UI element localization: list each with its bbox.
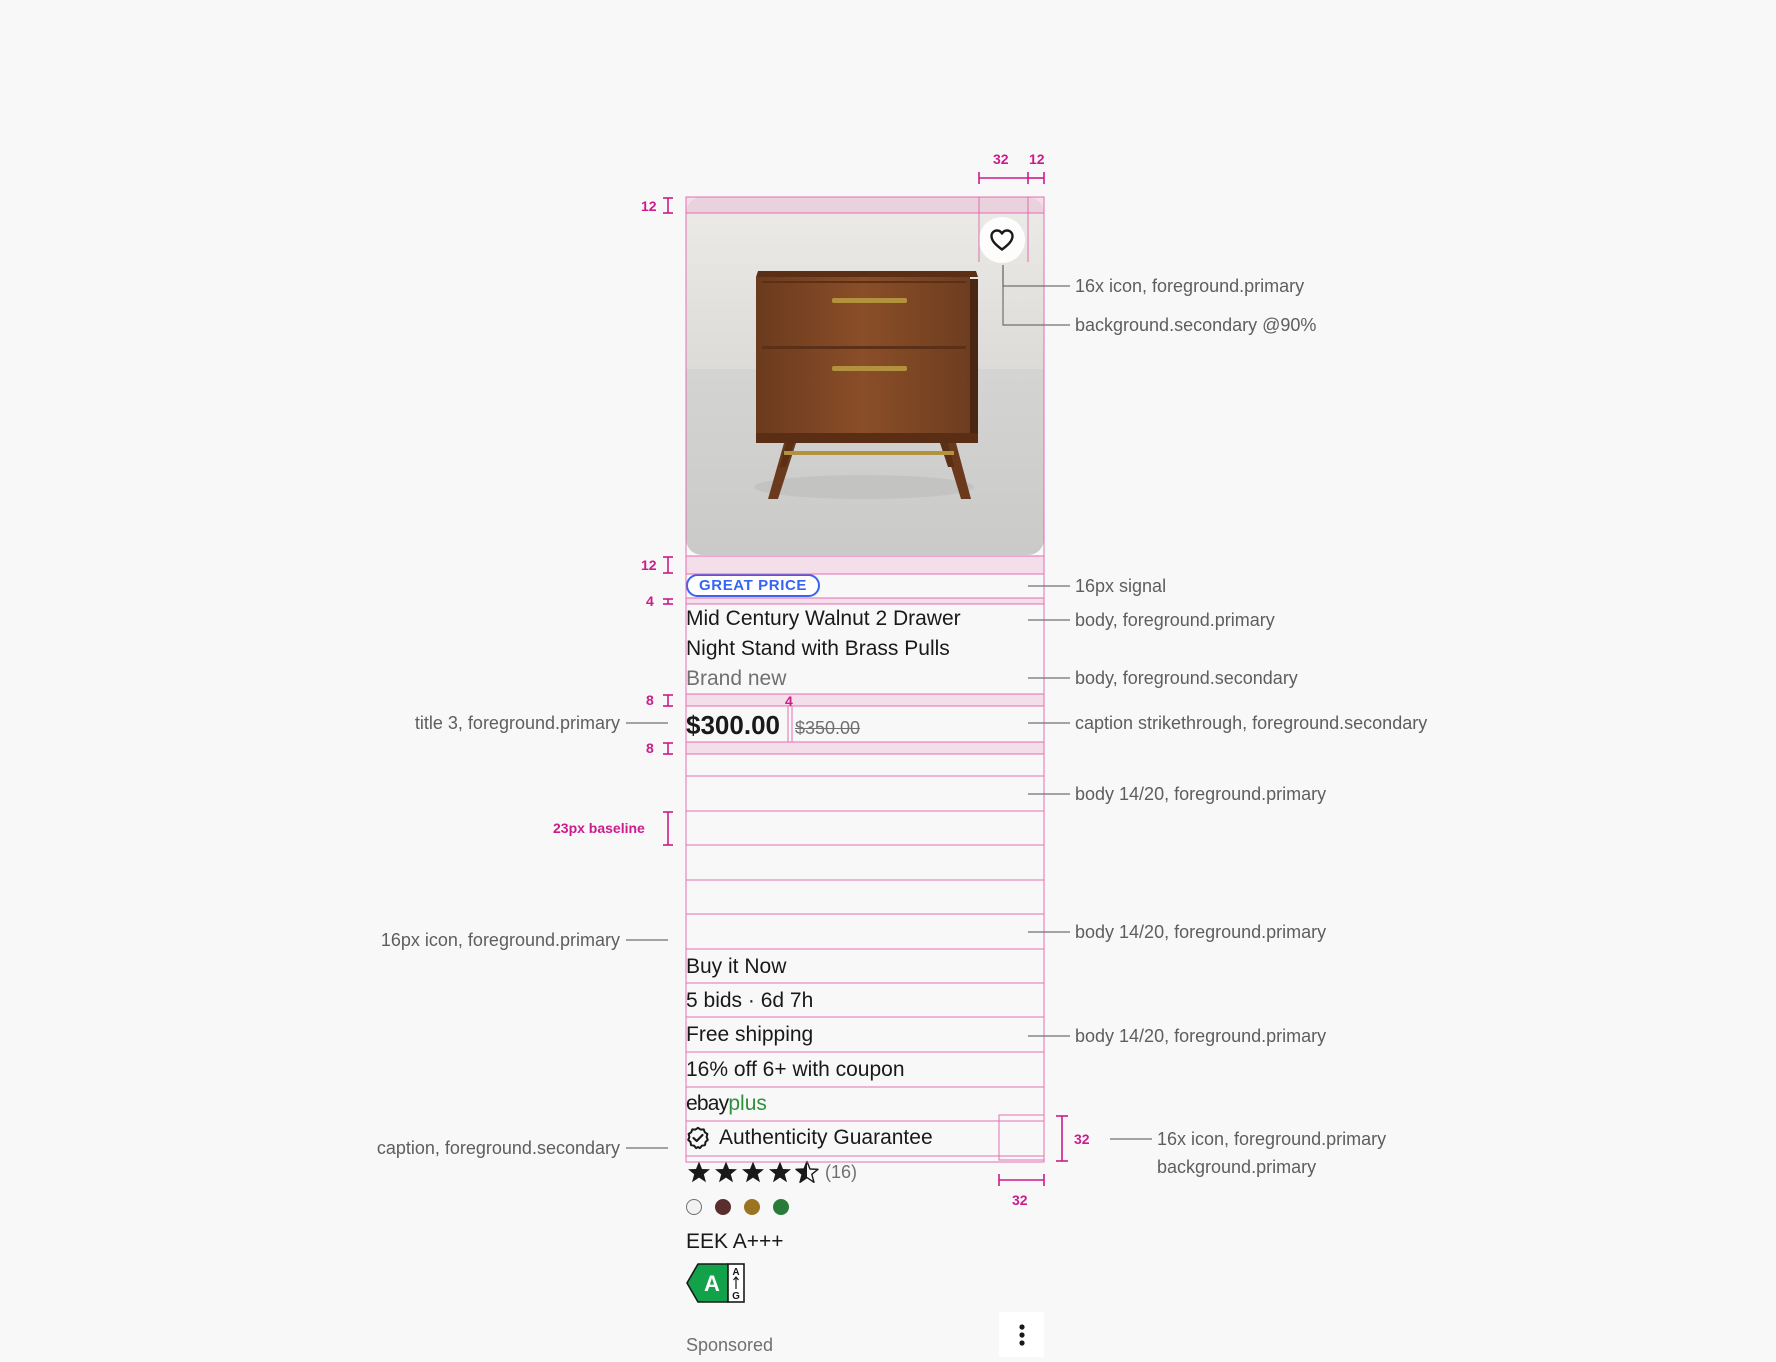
swatch-light-grey[interactable] (686, 1199, 702, 1215)
swatch-brown[interactable] (715, 1199, 731, 1215)
energy-scale-bottom: G (732, 1291, 740, 1302)
favorite-button[interactable] (979, 217, 1025, 263)
annotation-body-c: body 14/20, foreground.primary (1075, 1026, 1327, 1046)
dim-top-inset: 12 (641, 198, 657, 214)
annotation-price: title 3, foreground.primary (414, 713, 620, 733)
star-icon (686, 1160, 713, 1184)
energy-efficiency-label-icon (686, 1263, 746, 1303)
original-price: $350.00 (795, 718, 861, 738)
item-price: $300.00 (686, 710, 780, 740)
annotation-sponsored: caption, foreground.secondary (376, 1138, 620, 1158)
star-icon (713, 1160, 740, 1184)
annotation-original-price: caption strikethrough, foreground.secondary (1075, 713, 1428, 733)
dim-image-gap: 12 (641, 557, 657, 573)
dim-more-height: 32 (1074, 1131, 1090, 1147)
dim-more-width: 32 (1012, 1192, 1028, 1208)
annotation-more-background: background.primary (1157, 1157, 1317, 1177)
more-options-button[interactable] (999, 1312, 1044, 1357)
energy-label-text: EEK A+++ (686, 1230, 784, 1253)
annotation-condition: body, foreground.secondary (1075, 668, 1298, 688)
energy-class-letter: A (704, 1271, 720, 1296)
item-condition: Brand new (686, 667, 787, 690)
annotation-title: body, foreground.primary (1075, 610, 1275, 630)
star-icon (740, 1160, 767, 1184)
annotation-heart-icon: 16x icon, foreground.primary (1075, 276, 1305, 296)
rating-count: (16) (825, 1161, 858, 1182)
authenticity-guarantee[interactable] (686, 1123, 933, 1153)
dim-price-gap-bottom: 8 (646, 740, 654, 756)
item-title[interactable] (686, 604, 1016, 664)
dim-baseline: 23px baseline (553, 820, 645, 836)
dim-heart-size: 32 (993, 151, 1009, 167)
annotation-signal: 16px signal (1075, 576, 1167, 596)
coupon-offer: 16% off 6+ with coupon (686, 1058, 905, 1081)
swatch-green[interactable] (773, 1199, 789, 1215)
purchase-format: Buy it Now (686, 955, 787, 978)
ebay-plus-word-ebay: ebay (686, 1092, 729, 1115)
sponsored-label: Sponsored (686, 1335, 774, 1355)
check-badge-icon (686, 1126, 710, 1150)
more-vertical-icon (1018, 1323, 1026, 1347)
item-title-line-1: Mid Century Walnut 2 Drawer (686, 607, 961, 630)
item-title-line-2: Night Stand with Brass Pulls (686, 637, 950, 660)
annotation-body-b: body 14/20, foreground.primary (1075, 922, 1327, 942)
dim-heart-inset: 12 (1029, 151, 1045, 167)
dim-signal-gap: 4 (646, 593, 654, 609)
annotation-verified-icon: 16px icon, foreground.primary (380, 930, 620, 950)
energy-efficiency-badge[interactable] (686, 1263, 746, 1308)
half-star-icon (794, 1160, 821, 1184)
bids-time-left: 5 bids · 6d 7h (686, 989, 814, 1012)
product-image[interactable] (686, 197, 1044, 555)
great-price-signal: GREAT PRICE (686, 574, 820, 597)
ebay-plus-logo (686, 1089, 767, 1119)
heart-icon (989, 228, 1015, 252)
swatch-ochre[interactable] (744, 1199, 760, 1215)
dim-price-gap-inline: 4 (785, 693, 793, 709)
star-rating[interactable] (686, 1157, 857, 1187)
dim-price-gap-top: 8 (646, 692, 654, 708)
annotation-heart-background: background.secondary @90% (1075, 315, 1317, 335)
annotation-body-a: body 14/20, foreground.primary (1075, 784, 1327, 804)
annotation-more-icon: 16x icon, foreground.primary (1157, 1129, 1387, 1149)
color-swatches[interactable] (686, 1192, 802, 1222)
ebay-plus-word-plus: plus (728, 1092, 767, 1115)
authenticity-label: Authenticity Guarantee (719, 1126, 933, 1149)
star-icon (767, 1160, 794, 1184)
shipping-info: Free shipping (686, 1023, 814, 1046)
energy-scale-top: A (732, 1267, 740, 1278)
